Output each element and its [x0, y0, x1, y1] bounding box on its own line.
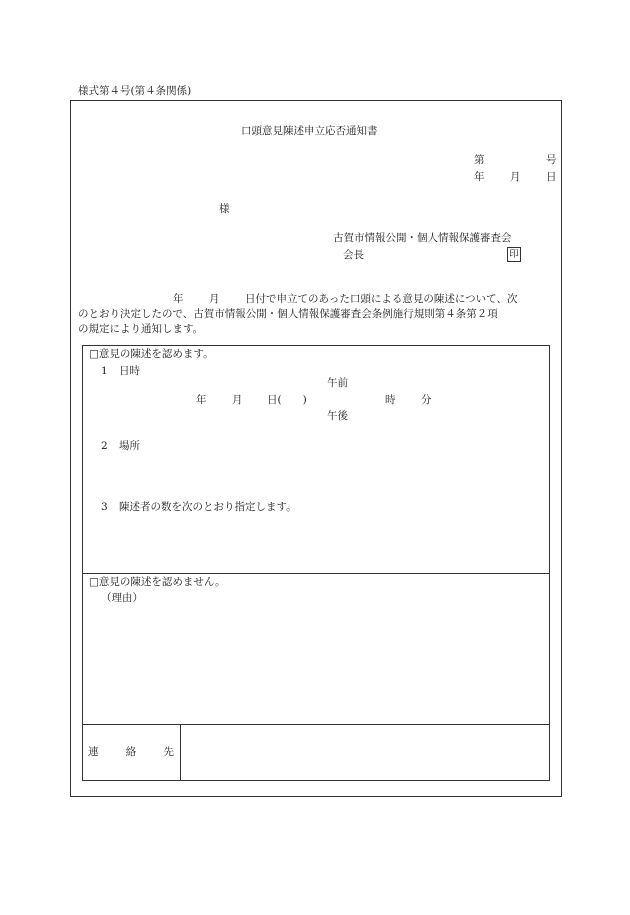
datetime-minute: 分	[421, 394, 432, 406]
reject-reason-label: （理由）	[101, 592, 143, 604]
body-line2: のとおり決定したので、古賀市情報公開・個人情報保護審査会条例施行規則第４条第２項	[78, 308, 498, 320]
datetime-year: 年	[196, 394, 207, 406]
decision-table	[82, 345, 550, 781]
body-line1-text: 日付で申立てのあった口頭による意見の陳述について、次	[245, 293, 518, 305]
date-month: 月	[510, 171, 521, 183]
body-line3: の規定により通知します。	[78, 323, 204, 335]
body-line1-year: 年	[173, 293, 184, 305]
item3-number: 3	[101, 501, 108, 513]
datetime-day-weekday: 日( )	[267, 394, 307, 406]
contact-char-3: 先	[163, 746, 174, 758]
reject-checkbox-heading[interactable]: □意見の陳述を認めません。	[89, 576, 226, 588]
contact-field[interactable]	[182, 726, 548, 779]
datetime-hour: 時	[385, 394, 396, 406]
form-reference: 様式第４号(第４条関係)	[78, 85, 192, 97]
contact-char-1: 連	[88, 746, 99, 758]
contact-char-2: 絡	[125, 746, 137, 758]
item1-label: 日時	[119, 365, 140, 377]
datetime-month: 月	[232, 394, 243, 406]
doc-number-go: 号	[546, 154, 557, 166]
date-year: 年	[474, 171, 485, 183]
item3-label: 陳述者の数を次のとおり指定します。	[119, 501, 297, 513]
addressee-suffix: 様	[219, 203, 230, 215]
issuer-title: 会長	[343, 249, 364, 261]
time-am: 午前	[327, 377, 348, 389]
issuer-organization: 古賀市情報公開・個人情報保護審査会	[333, 232, 512, 244]
contact-label	[88, 747, 174, 758]
item1-number: 1	[101, 365, 108, 377]
item2-number: 2	[101, 440, 108, 452]
time-pm: 午後	[327, 410, 348, 422]
table-divider-approve-reject	[82, 573, 550, 574]
document-title: 口頭意見陳述申立応否通知書	[241, 125, 378, 137]
body-line1-month: 月	[209, 293, 220, 305]
table-divider-reject-contact	[82, 724, 550, 725]
item2-label: 場所	[119, 440, 140, 452]
contact-label-divider	[180, 724, 181, 781]
date-day: 日	[546, 171, 557, 183]
doc-number-dai: 第	[474, 154, 485, 166]
approve-checkbox-heading[interactable]: □意見の陳述を認めます。	[89, 348, 214, 360]
seal-mark: 印	[507, 247, 521, 262]
